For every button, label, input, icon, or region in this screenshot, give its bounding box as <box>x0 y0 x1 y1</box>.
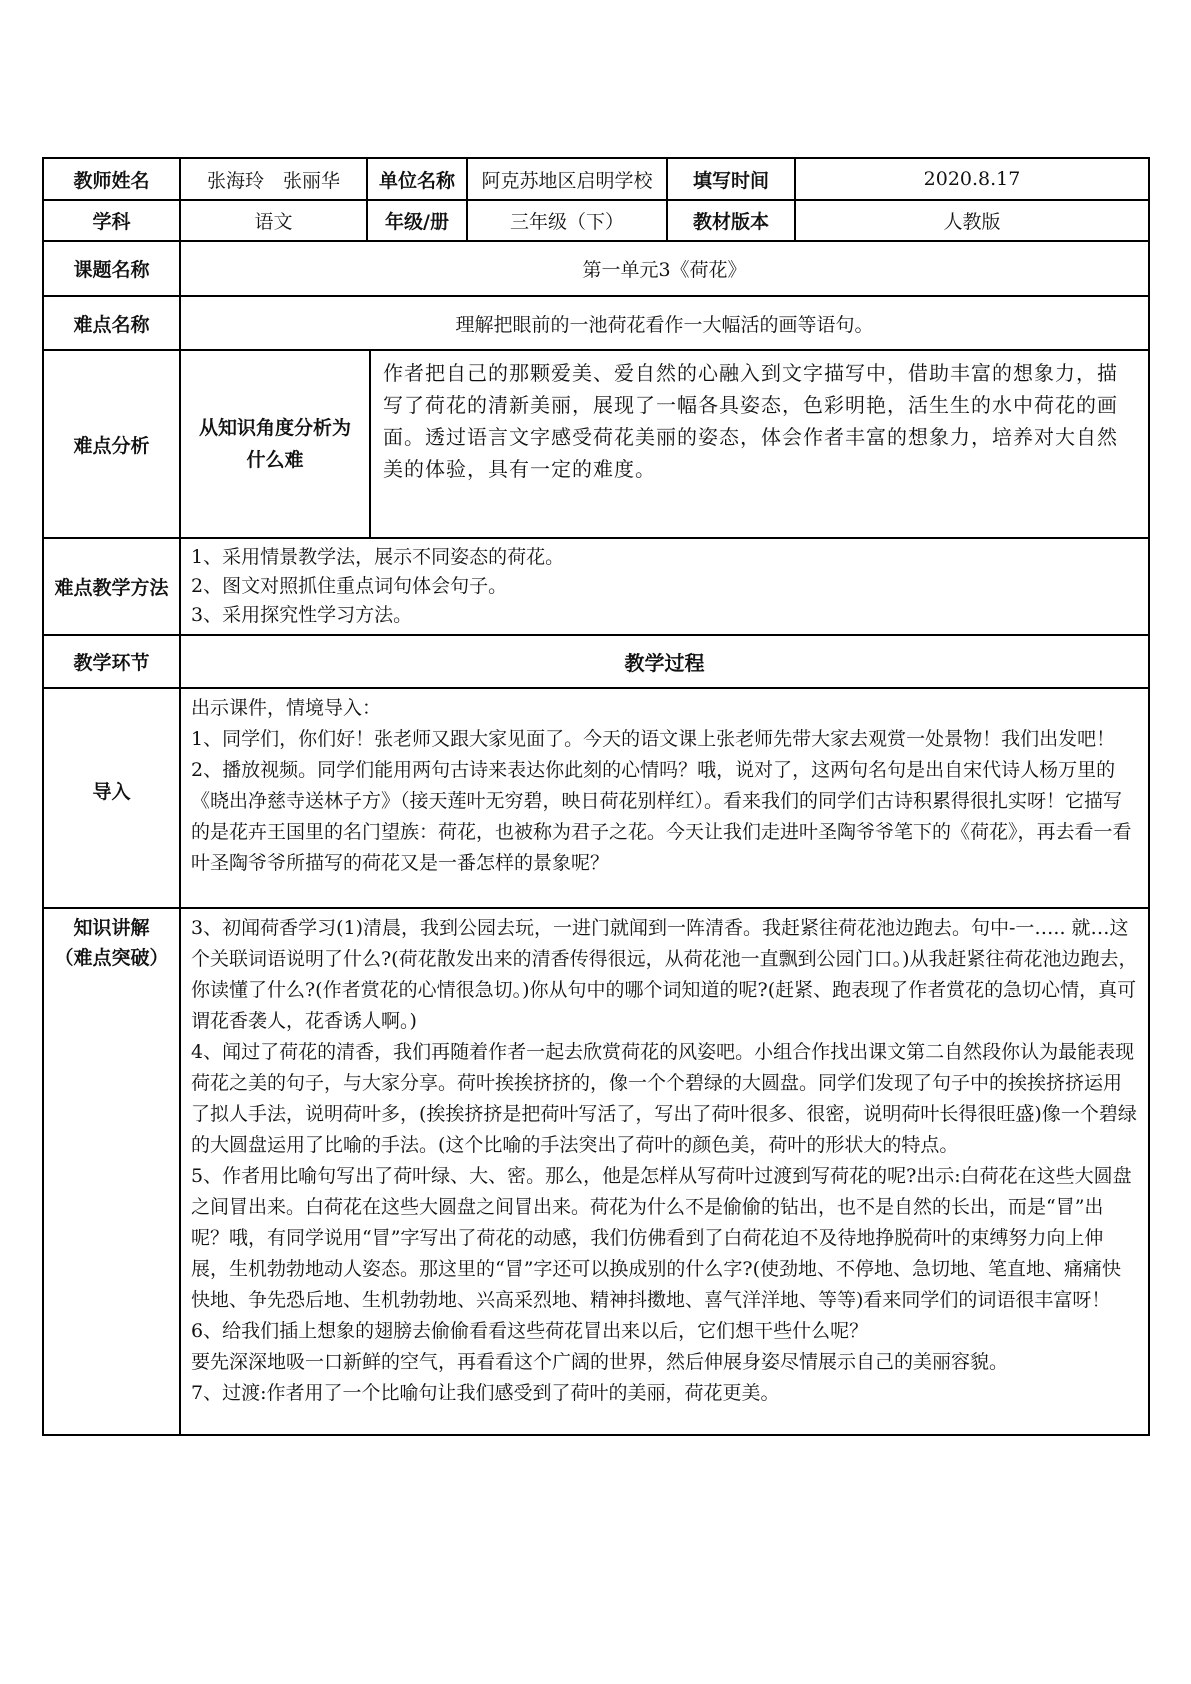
analysis-text: 作者把自己的那颗爱美、爱自然的心融入到文字描写中，借助丰富的想象力，描写了荷花的清新美丽，展现了一幅各具姿态，色彩明艳，活生生的水中荷花的画面。透过语言文字感受荷花美丽的姿态，体会作者丰富的想象力，培养对大自然美的体验，具有一定的难度。 <box>383 361 1118 481</box>
edition-label: 教材版本 <box>667 200 795 241</box>
difficulty-row <box>43 296 1149 350</box>
analysis-row <box>43 350 1149 538</box>
topic-row <box>43 241 1149 296</box>
intro-label: 导入 <box>43 688 180 908</box>
subject-value: 语文 <box>180 200 367 241</box>
knowledge-label-cell <box>43 908 180 1435</box>
methods-label: 难点教学方法 <box>43 538 180 635</box>
knowledge-line: 4、闻过了荷花的清香，我们再随着作者一起去欣赏荷花的风姿吧。小组合作找出课文第二自然段你认为最能表现荷花之美的句子，与大家分享。荷叶挨挨挤挤的，像一个个碧绿的大圆盘。同学们发现了句子中的挨挨挤挤运用了拟人手法，说明荷叶多，(挨挨挤挤是把荷叶写活了，写出了荷叶很多、很密，说明荷叶长得很旺盛)像一个碧绿的大圆盘运用了比喻的手法。(这个比喻的手法突出了荷叶的颜色美，荷叶的形状大的特点。 <box>191 1041 1137 1156</box>
knowledge-line: 3、初闻荷香学习(1)清晨，我到公园去玩，一进门就闻到一阵清香。我赶紧往荷花池边跑去。句中-一….. 就…这个关联词语说明了什么?(荷花散发出来的清香传得很远，从荷花池一直飘到公园门口。)从我赶紧往荷花池边跑去，你读懂了什么?(作者赏花的心情很急切。)你从句中的哪个词知道的呢?(赶紧、跑表现了作者赏花的急切心情，真可谓花香袭人，花香诱人啊。) <box>191 917 1138 1032</box>
analysis-sub-label: 从知识角度分析为什么难 <box>181 351 370 537</box>
header-row-1 <box>43 158 1149 200</box>
topic-label: 课题名称 <box>43 241 180 296</box>
header-row-2 <box>43 200 1149 241</box>
grade-value: 三年级（下） <box>467 200 667 241</box>
analysis-cell <box>180 350 1149 538</box>
teacher-name-label: 教师姓名 <box>43 158 180 200</box>
methods-list <box>180 538 1149 635</box>
intro-line: 1、同学们，你们好！张老师又跟大家见面了。今天的语文课上张老师先带大家去观赏一处景物！我们出发吧！ <box>191 728 1116 750</box>
topic-value: 第一单元3《荷花》 <box>180 241 1149 296</box>
intro-text <box>180 688 1149 908</box>
knowledge-line: 5、作者用比喻句写出了荷叶绿、大、密。那么，他是怎样从写荷叶过渡到写荷花的呢?出示:白荷花在这些大圆盘之间冒出来。白荷花在这些大圆盘之间冒出来。荷花为什么不是偷偷的钻出，也不是自然的长出，而是“冒”出呢？哦，有同学说用“冒”字写出了荷花的动感，我们仿佛看到了白荷花迫不及待地挣脱荷叶的束缚努力向上伸展，生机勃勃地动人姿态。那这里的“冒”字还可以换成别的什么字?(使劲地、不停地、急切地、笔直地、痛痛快快地、争先恐后地、生机勃勃地、兴高采烈地、精神抖擞地、喜气洋洋地、等等)看来同学们的词语很丰富呀！ <box>191 1165 1132 1311</box>
lesson-plan-grid <box>42 157 1150 1436</box>
method-item: 3、采用探究性学习方法。 <box>191 604 413 626</box>
method-item: 1、采用情景教学法，展示不同姿态的荷花。 <box>191 546 565 568</box>
difficulty-value: 理解把眼前的一池荷花看作一大幅活的画等语句。 <box>180 296 1149 350</box>
intro-row <box>43 688 1149 908</box>
unit-name-label: 单位名称 <box>367 158 467 200</box>
subject-label: 学科 <box>43 200 180 241</box>
knowledge-label: 知识讲解 <box>73 917 150 939</box>
method-item: 2、图文对照抓住重点词句体会句子。 <box>191 575 508 597</box>
unit-name-value: 阿克苏地区启明学校 <box>467 158 667 200</box>
process-header-row <box>43 635 1149 688</box>
process-title: 教学过程 <box>180 635 1149 688</box>
difficulty-label: 难点名称 <box>43 296 180 350</box>
knowledge-line: 7、过渡:作者用了一个比喻句让我们感受到了荷叶的美丽，荷花更美。 <box>191 1382 780 1404</box>
methods-row <box>43 538 1149 635</box>
intro-line: 出示课件，情境导入： <box>191 697 382 719</box>
intro-line: 2、播放视频。同学们能用两句古诗来表达你此刻的心情吗？哦，说对了，这两句名句是出自宋代诗人杨万里的《晓出净慈寺送林子方》（接天莲叶无穷碧，映日荷花别样红）。看来我们的同学们古诗积累得很扎实呀！它描写的是花卉王国里的名门望族：荷花，也被称为君子之花。今天让我们走进叶圣陶爷爷笔下的《荷花》，再去看一看叶圣陶爷爷所描写的荷花又是一番怎样的景象呢？ <box>191 759 1132 874</box>
fill-date-value: 2020.8.17 <box>795 158 1149 200</box>
knowledge-line: 要先深深地吸一口新鲜的空气，再看看这个广阔的世界，然后伸展身姿尽情展示自己的美丽容貌。 <box>191 1351 1009 1373</box>
knowledge-row <box>43 908 1149 1435</box>
lesson-plan-table <box>42 157 1148 1436</box>
knowledge-sublabel: （难点突破） <box>54 947 169 969</box>
knowledge-text <box>180 908 1149 1435</box>
knowledge-line: 6、给我们插上想象的翅膀去偷偷看看这些荷花冒出来以后，它们想干些什么呢？ <box>191 1320 869 1342</box>
teacher-name-value: 张海玲 张丽华 <box>180 158 367 200</box>
analysis-label: 难点分析 <box>43 350 180 538</box>
fill-date-label: 填写时间 <box>667 158 795 200</box>
process-step-label: 教学环节 <box>43 635 180 688</box>
edition-value: 人教版 <box>795 200 1149 241</box>
analysis-inner <box>181 351 1148 537</box>
grade-label: 年级/册 <box>367 200 467 241</box>
